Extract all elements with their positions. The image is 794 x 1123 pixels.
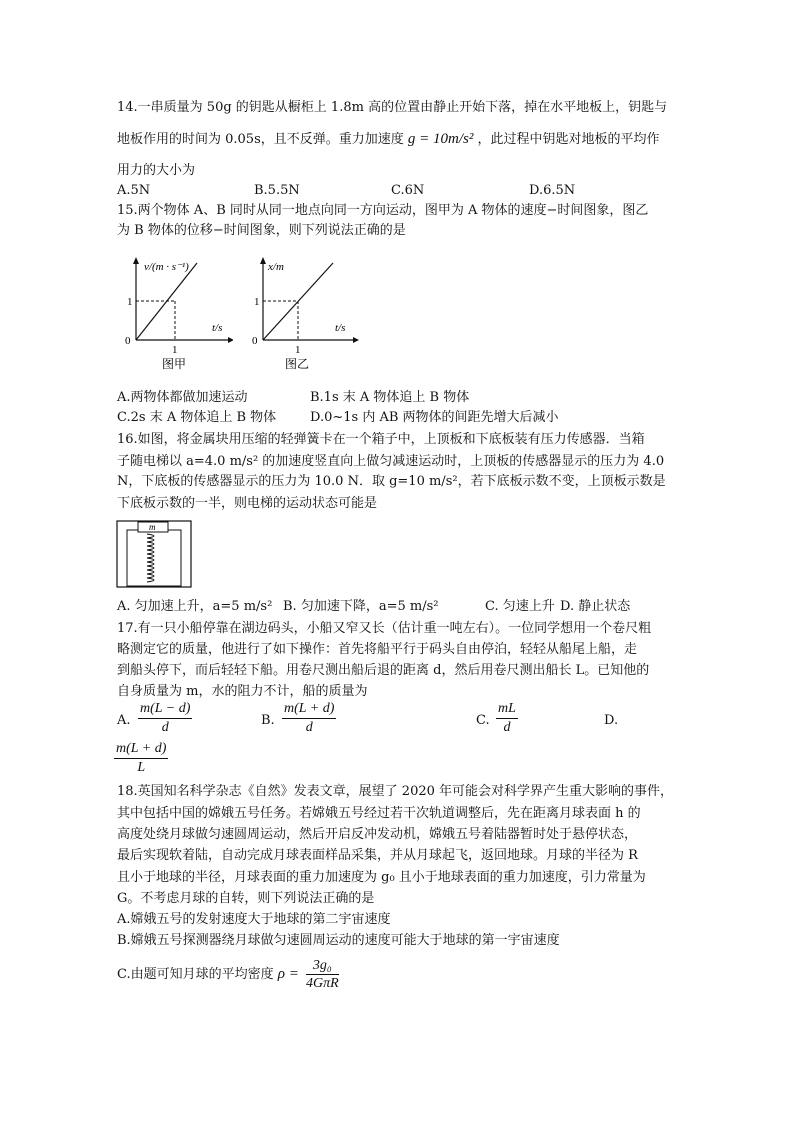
q18-option-c-lhs: ρ = (277, 966, 299, 982)
q15-graph1-tick-x: 1 (172, 344, 178, 356)
q15-graph1-ylabel: v/(m · s⁻¹) (144, 261, 189, 273)
q18-line4: 最后实现软着陆，自动完成月球表面样品采集，并从月球起飞，返回地球。月球的半径为 R (117, 848, 638, 863)
q15-graph1-caption: 图甲 (162, 357, 187, 371)
q18-line5: 且小于地球的半径，月球表面的重力加速度为 g₀ 且小于地球表面的重力加速度，引力常量为 (117, 870, 646, 885)
q16-line4: 下底板示数的一半，则电梯的运动状态可能是 (117, 496, 378, 511)
q15-option-a: A.两物体都做加速运动 (117, 390, 248, 405)
q17-option-d-num: m(L + d) (114, 741, 168, 759)
q16-option-c: C. 匀速上升 (485, 599, 555, 614)
q18-option-c-text: C.由题可知月球的平均密度 (117, 967, 274, 982)
q17-option-b-frac (282, 701, 336, 736)
q16-spring (147, 534, 154, 582)
q15-graph-displacement (245, 252, 360, 377)
q17-option-b-num: m(L + d) (282, 701, 336, 719)
q17-option-a-den: d (161, 720, 169, 735)
q15-line2: 为 B 物体的位移−时间图象，则下列说法正确的是 (117, 223, 406, 238)
q14-gravity-formula: g = 10m/s² (407, 131, 474, 147)
q16-line1: 16.如图，将金属块用压缩的轻弹簧卡在一个箱子中，上顶板和下底板装有压力传感器．当箱 (117, 432, 645, 447)
q17-option-d-frac (114, 741, 168, 776)
q17-option-d-den: L (137, 760, 146, 775)
q15-option-b: B.1s 末 A 物体追上 B 物体 (310, 390, 470, 405)
q14-line3: 用力的大小为 (117, 163, 196, 178)
q14-line2-pre: 地板作用的时间为 0.05s，且不反弹。重力加速度 (117, 132, 404, 147)
q15-graph2-caption: 图乙 (285, 357, 310, 371)
q17-option-b-letter: B. (261, 713, 275, 728)
q15-graph2-origin: 0 (252, 335, 258, 347)
q15-graph2-tick-x: 1 (295, 344, 301, 356)
q15-graph-velocity (118, 252, 233, 377)
q15-option-c: C.2s 末 A 物体追上 B 物体 (117, 410, 277, 425)
q16-spring-box (116, 520, 192, 588)
q17-line4: 自身质量为 m，水的阻力不计，船的质量为 (117, 684, 368, 699)
q15-graph2-ylabel: x/m (268, 261, 284, 273)
q15-option-d: D.0~1s 内 AB 两物体的间距先增大后减小 (310, 410, 559, 425)
q18-line3: 高度处绕月球做匀速圆周运动，然后开启反冲发动机，嫦娥五号着陆器暂时处于悬停状态， (117, 827, 638, 842)
q17-line3: 到船头停下，而后轻轻下船。用卷尺测出船后退的距离 d，然后用卷尺测出船长 L。已知他的 (117, 663, 650, 678)
q18-option-a: A.嫦娥五号的发射速度大于地球的第二宇宙速度 (117, 912, 391, 927)
q17-option-c-letter: C. (476, 713, 490, 728)
q17-option-a-num: m(L − d) (138, 701, 192, 719)
q18-option-b: B.嫦娥五号探测器绕月球做匀速圆周运动的速度可能大于地球的第一宇宙速度 (117, 933, 560, 948)
q17-option-b-den: d (305, 720, 313, 735)
q16-line2: 子随电梯以 a=4.0 m/s² 的加速度竖直向上做匀减速运动时，上顶板的传感器显示的压力为 4.0 (117, 454, 665, 469)
q16-option-d: D. 静止状态 (560, 599, 631, 614)
q17-option-a-frac (138, 701, 192, 736)
q15-graph1-xlabel: t/s (212, 322, 223, 334)
q14-option-b: B.5.5N (254, 183, 300, 198)
q17-option-d-letter: D. (604, 713, 619, 728)
q17-option-c-den: d (503, 720, 511, 735)
q14-option-c: C.6N (391, 183, 425, 198)
q15-line1: 15.两个物体 A、B 同时从同一地点向同一方向运动，图甲为 A 物体的速度−时间图象，图乙 (117, 203, 649, 218)
q17-option-a-letter: A. (117, 713, 131, 728)
q16-line3: N，下底板的传感器显示的压力为 10.0 N．取 g=10 m/s²，若下底板示数不变，上顶板示数是 (117, 474, 666, 489)
q15-graph1-tick-y: 1 (127, 296, 133, 308)
q18-line2: 其中包括中国的嫦娥五号任务。若嫦娥五号经过若干次轨道调整后，先在距离月球表面 h 的 (117, 806, 641, 821)
q14-line1: 14.一串质量为 50g 的钥匙从橱柜上 1.8m 高的位置由静止开始下落，掉在水平地板上，钥匙与 (117, 100, 668, 115)
q16-box-label: m (149, 522, 156, 532)
q17-line2: 略测定它的质量，他进行了如下操作：首先将船平行于码头自由停泊，轻轻从船尾上船，走 (117, 642, 638, 657)
q18-line1: 18.英国知名科学杂志《自然》发表文章，展望了 2020 年可能会对科学界产生重大影响的事件， (117, 784, 674, 799)
q14-line2-post: ，此过程中钥匙对地板的平均作 (477, 132, 660, 147)
q15-graph2-xlabel: t/s (335, 322, 346, 334)
q18-density-den: 4GπR (305, 976, 339, 991)
q16-option-b: B. 匀加速下降，a=5 m/s² (283, 599, 439, 614)
q18-option-c (117, 954, 339, 995)
q14-option-d: D.6.5N (529, 183, 576, 198)
q15-graph2-tick-y: 1 (254, 296, 260, 308)
q18-density-num: 3g₀ (306, 957, 339, 975)
q14-option-a: A.5N (117, 183, 151, 198)
q17-option-c-num: mL (496, 701, 518, 719)
q18-line6: G。不考虑月球的自转，则下列说法正确的是 (117, 891, 375, 906)
q14-line2 (117, 130, 660, 149)
q16-option-a: A. 匀加速上升，a=5 m/s² (117, 599, 273, 614)
q17-option-c-frac (496, 701, 518, 736)
q15-graph1-origin: 0 (125, 335, 131, 347)
q18-density-frac (306, 957, 339, 992)
q17-line1: 17.有一只小船停靠在湖边码头，小船又窄又长（估计重一吨左右）。一位同学想用一个卷尺粗 (117, 621, 652, 636)
